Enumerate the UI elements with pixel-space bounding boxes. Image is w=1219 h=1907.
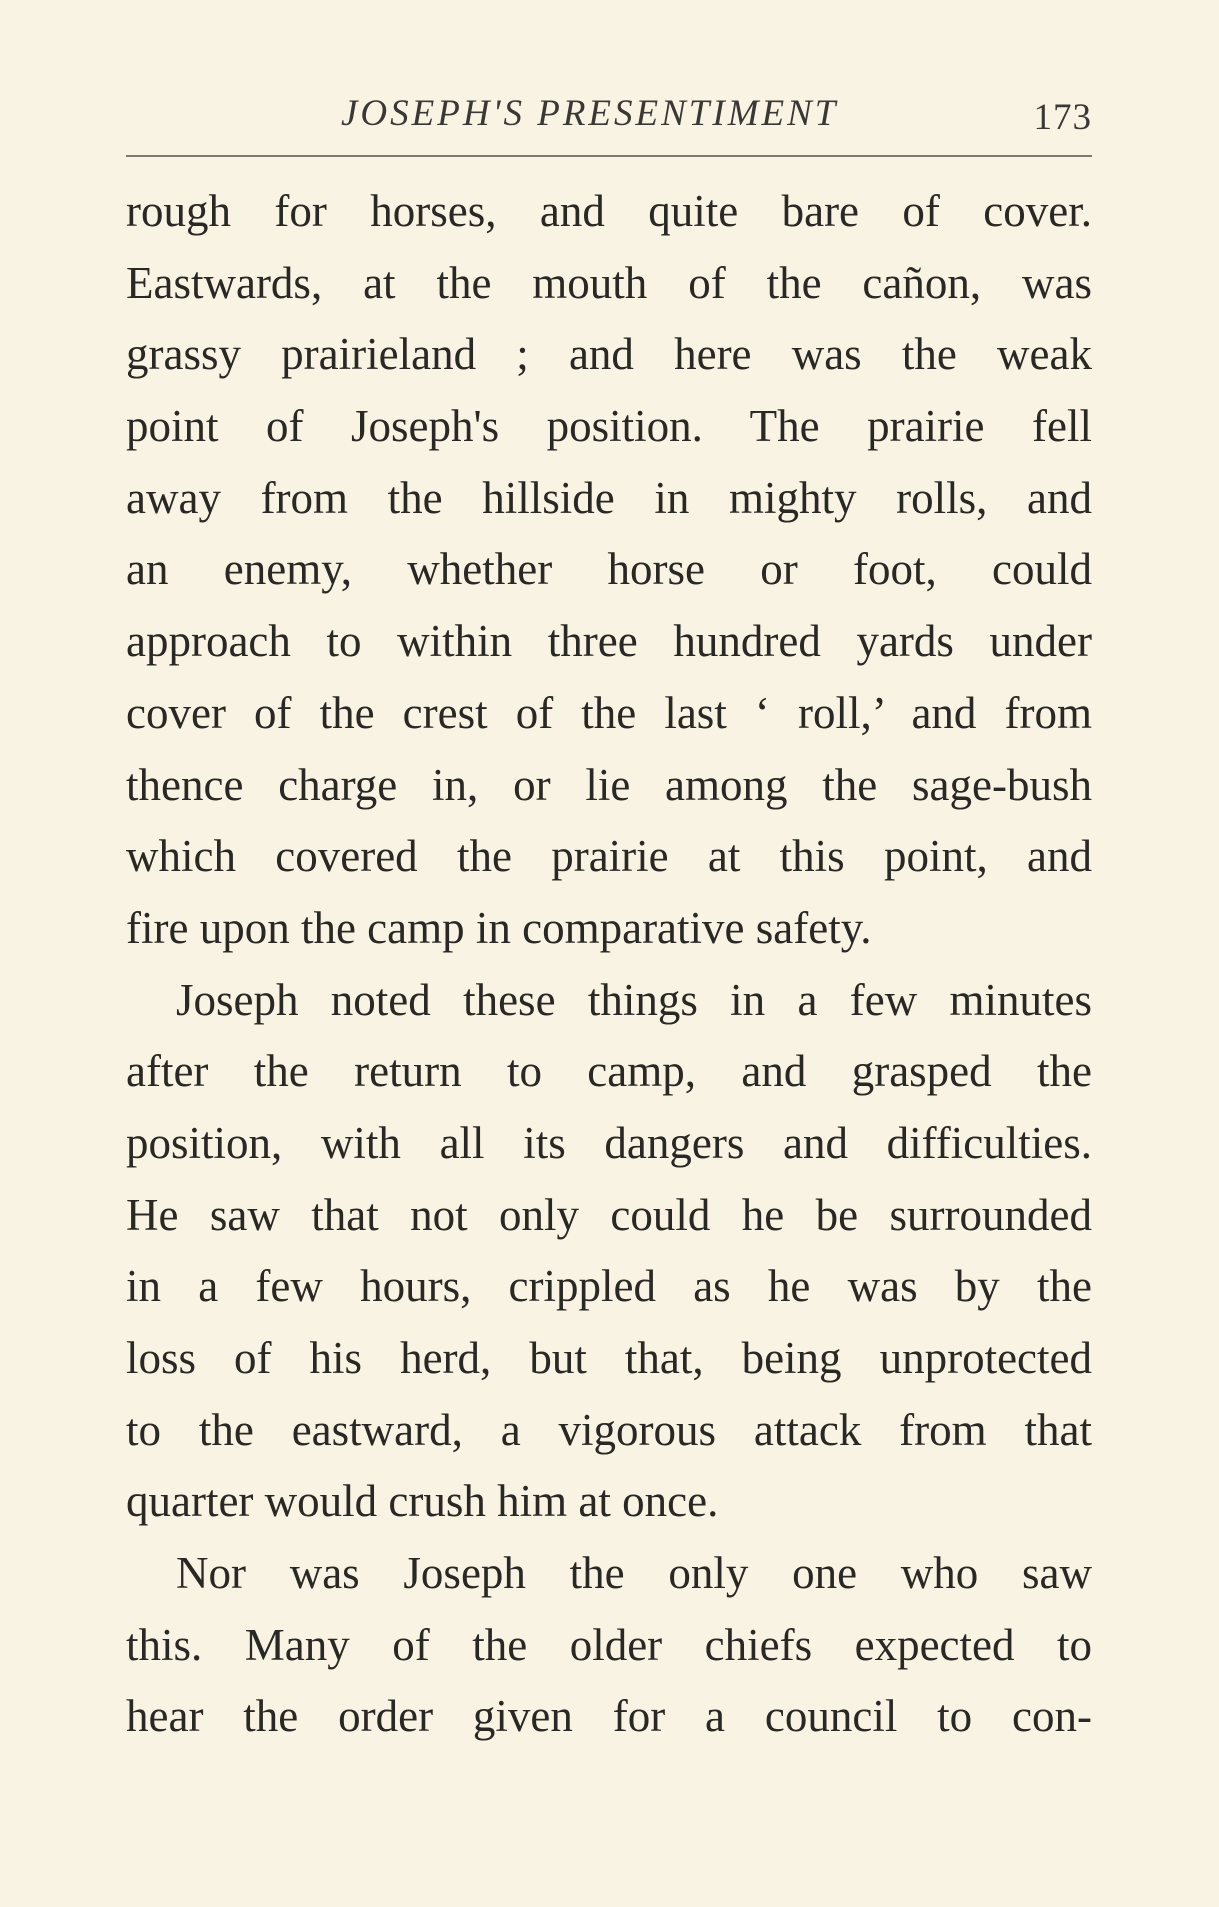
text-line: hear the order given for a council to con- — [126, 1691, 1092, 1742]
text-line: away from the hillside in mighty rolls, and — [126, 472, 1092, 523]
text-line: He saw that not only could he be surrounded — [126, 1189, 1092, 1240]
text-line: Eastwards, at the mouth of the cañon, was — [126, 257, 1092, 308]
text-line: in a few hours, crippled as he was by the — [126, 1261, 1092, 1312]
text-line: this. Many of the older chiefs expected to — [126, 1619, 1092, 1670]
text-line: position, with all its dangers and difficulties. — [126, 1117, 1092, 1168]
text-line: which covered the prairie at this point, and — [126, 831, 1092, 882]
text-line: grassy prairieland ; and here was the weak — [126, 329, 1092, 380]
text-line: Joseph noted these things in a few minutes — [176, 974, 1092, 1025]
page-number: 173 — [1033, 97, 1092, 138]
text-line: loss of his herd, but that, being unprotected — [126, 1333, 1092, 1383]
text-line: after the return to camp, and grasped the — [126, 1046, 1092, 1097]
text-line: cover of the crest of the last ‘ roll,’ and from — [126, 687, 1092, 738]
text-line: Nor was Joseph the only one who saw — [176, 1548, 1092, 1599]
text-line: point of Joseph's position. The prairie fell — [126, 401, 1092, 452]
text-line: an enemy, whether horse or foot, could — [126, 544, 1092, 595]
running-title: JOSEPH'S PRESENTIMENT — [341, 93, 839, 134]
text-line: fire upon the camp in comparative safety. — [126, 902, 872, 953]
body-text — [126, 176, 1092, 1753]
text-line: approach to within three hundred yards under — [126, 616, 1092, 667]
text-line: to the eastward, a vigorous attack from that — [126, 1404, 1092, 1455]
text-line: quarter would crush him at once. — [126, 1476, 719, 1527]
running-head — [126, 92, 1092, 152]
header-rule — [126, 155, 1092, 157]
text-line: thence charge in, or lie among the sage-bush — [126, 759, 1092, 810]
text-line: rough for horses, and quite bare of cover. — [126, 186, 1092, 236]
